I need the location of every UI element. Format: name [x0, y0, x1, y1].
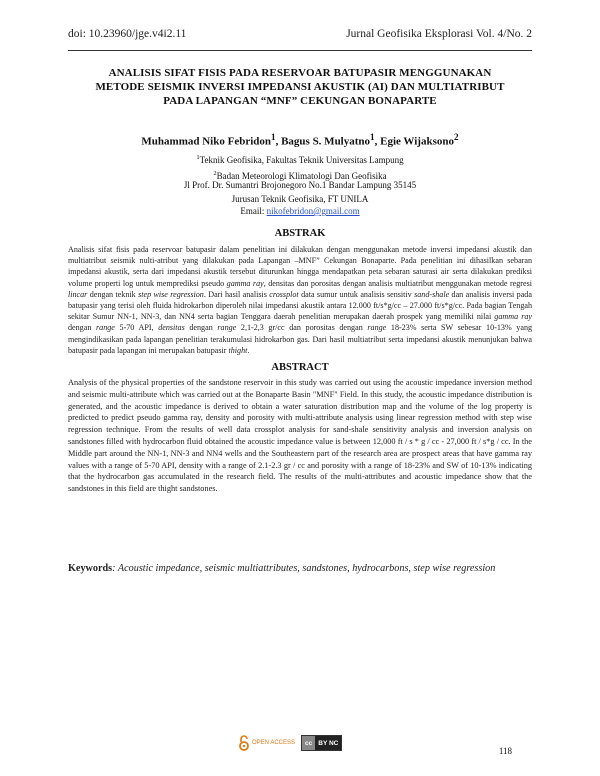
abstrak-heading: ABSTRAK: [274, 228, 326, 239]
author-affiliation-mark: 1: [271, 132, 276, 142]
by-nc-icon: BY NC: [315, 736, 341, 750]
author-affiliation-mark: 2: [453, 132, 459, 142]
keywords: [68, 563, 532, 575]
affiliation-1: $^1$Teknik Geofisika, Fakultas Teknik Universitas Lampung: [196, 154, 404, 165]
affiliation-department: Jurusan Teknik Geofisika, FT UNILA: [231, 194, 369, 204]
author-name: Bagus S. Mulyatno: [281, 135, 371, 148]
paper-title: [70, 66, 530, 108]
cc-icon: cc: [302, 736, 315, 750]
page-number: 118: [498, 746, 512, 756]
abstract-body: Analysis of the physical properties of the sandstone reservoir in this study was carried out using the acoustic impedance inversion method and seismic multi-attribute which was carried out at the Bonaparte Basin "MNF" Field. In this study, the acoustic impedance distribution is generated, and the acoustic impedance is derived to obtain a water saturation distribution map and the volume of the log property is predicted to predict pseudo gamma ray, density and porosity with multi-attribute analysis using linear regression method with step wise regression technique. From the results of well data crossplot analysis for sand-shale sensitivity analysis and inversion analysis on sandstones filled with hydrocarbon fluid obtained the acoustic impedance value is between 12,000 ft / s * g / cc - 27,000 ft / s*g / cc. In the Middle part around the NN-1, NN-3 and NN4 wells and the Southeastern part of the research area are prospect areas that have gamma ray values with a range of 5-70 API, density with a range of 2.1-2.3 gr / cc and porosity with a range of 18-23% and SW of 10-13% indicating that the hydrocarbon gas accumulated in the research field. The results of the multi-attributes and acoustic impedance show that the sandstones in this field are thight sandstones.: [68, 378, 532, 494]
author-affiliation-mark: 1: [370, 132, 375, 142]
abstrak-body: Analisis sifat fisis pada reservoar batupasir dalam penelitian ini dilakukan dengan menggunakan metode inversi impedansi akustik dan multiatribut seismik nulti-atribut yang dilakukan pada Lapangan –MNF” Cekungan Bonaparte. Pada penelitian ini dihasilkan sebaran impedansi akustik, serta dari impedansi akustik tersebut diturunkan hingga mendapatkan peta sebaran saturasi air serta dilakukan prediksi volume properti log untuk memprediksi pseudo gamma ray, densitas dan porositas dengan analisis multiatribut menggunakan metode regresi lincar dengan teknik step wise regression. Dari hasil analisis crossplot data sumur untuk analisis sensitiv sand-shale dan analisis inversi pada batupasir yang terisi oleh fluida hidrokarbon diperoleh nilai impedansi akustik antara 12.000 ft/s*g/cc – 27.000 ft/s*g/cc. Pada bagian Tengah sekitar Sumur NN-1, NN-3, dan NN4 serta bagian Tenggara daerah penelitian merupakan daerah prospek yang memiliki nilai gamma ray dengan range 5-70 API, densitas dengan range 2,1-2,3 gr/cc dan porositas dengan range 18-23% serta SW sebesar 10-13% yang mengindikasikan pada lapangan penelitian terakumulasi hidrokarbon gas. Dari hasil multiatribut serta impedansi akustik menunjukan bahwa batupasir pada lapangan ini merupakan batupasir thight.: [68, 245, 533, 355]
keywords-list: : Acoustic impedance, seismic multiattributes, sandstones, hydrocarbons, step wise regression: [112, 563, 496, 574]
abstract-heading: ABSTRACT: [271, 362, 329, 373]
running-header: [68, 28, 532, 40]
license-footer: [238, 735, 342, 751]
author-name: Egie Wijaksono: [380, 135, 454, 148]
title-line: METODE SEISMIK INVERSI IMPEDANSI AKUSTIK (AI) DAN MULTIATRIBUT: [95, 81, 505, 93]
journal-name: Jurnal Geofisika Eksplorasi Vol. 4/No. 2: [346, 28, 532, 40]
keywords-label: Keywords: [68, 563, 113, 574]
title-line: ANALISIS SIFAT FISIS PADA RESERVOAR BATUPASIR MENGGUNAKAN: [108, 67, 492, 79]
author-name: Muhammad Niko Febridon: [141, 135, 271, 148]
author-list: Muhammad Niko Febridon$^1$, Bagus S. Mulyatno$^1$, Egie Wijaksono$^2$: [141, 132, 459, 148]
author-email: Email: nikofebridon@gmail.com: [240, 206, 360, 216]
open-access-badge: OPEN ACCESS: [238, 735, 295, 751]
affiliation-2: $^2$Badan Meteorologi Klimatologi Dan Geofisika: [213, 170, 387, 181]
open-access-lock-icon: [238, 735, 250, 751]
title-line: PADA LAPANGAN “MNF” CEKUNGAN BONAPARTE: [163, 95, 437, 107]
affiliation-address: Jl Prof. Dr. Sumantri Brojonegoro No.1 Bandar Lampung 35145: [183, 180, 417, 190]
doi: doi: 10.23960/jge.v4i2.11: [68, 28, 187, 40]
header-rule: [68, 50, 532, 51]
email-link[interactable]: nikofebridon@gmail.com: [266, 206, 360, 216]
cc-license-badge[interactable]: [301, 735, 342, 751]
